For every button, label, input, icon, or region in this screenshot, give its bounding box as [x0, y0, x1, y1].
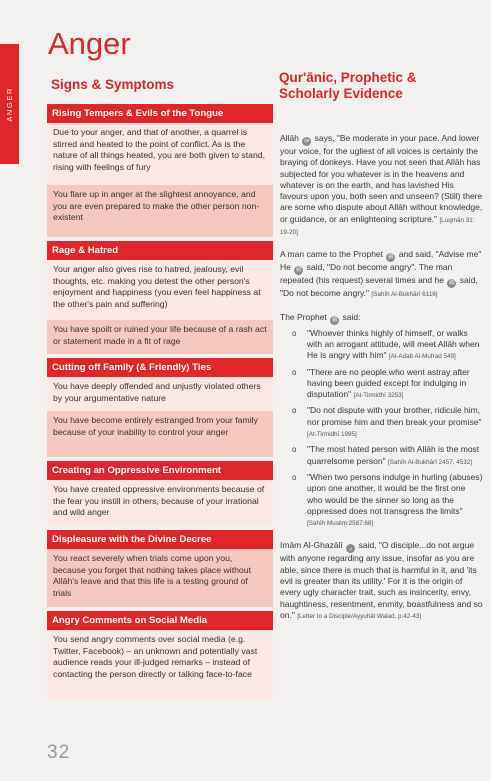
hadith-text: "Whoever thinks highly of himself, or walks with an arrogant attitude, will meet Allāh when He is angry with him": [307, 327, 480, 361]
reference: [Sahīh Al-Bukhārī 2457, 4532]: [388, 458, 473, 466]
side-tab-label: ANGER: [5, 86, 14, 122]
page-title: Anger: [48, 26, 131, 61]
symptom-box: You have deeply offended and unjustly violated others by your argumentative nature: [47, 377, 273, 411]
reference: [Al-Adab Al-Mufrad 549]: [388, 353, 456, 361]
honorific-icon: ﷺ: [387, 254, 395, 261]
honorific-icon: ﷺ: [448, 280, 456, 287]
quote-text: says, "Be moderate in your pace. And lower your voice, for the ugliest of all voices is certainly the braying of donkeys. Have you not seen that Allāh has subjected for you whatever is in the heavens and whatever is on the earth, and has lavished His favours upon you, both seen and unseen? (Still) there are some who dispute about Allāh without knowledge, or guidance, or an enlightening scripture.": [280, 133, 483, 224]
reference: [At-Tirmidhī 1995]: [307, 431, 357, 439]
hadith-text: "When two persons indulge in hurling (abuses) upon one another, it would be the first one who would be the sinner so long as the oppressed does not transgress the limits": [307, 471, 483, 516]
quote-text: Allāh: [280, 133, 299, 143]
hadith-text: "There are no people who went astray after having been guided except for indulging in disputation": [307, 366, 470, 400]
page-number: 32: [47, 742, 71, 763]
section-social-media: [47, 611, 273, 700]
chapter-side-tab: [0, 44, 19, 164]
symptom-box: You have become entirely estranged from your family because of your inability to control your anger: [47, 411, 273, 457]
list-item: [280, 367, 483, 402]
symptom-box: You flare up in anger at the slightest annoyance, and you are even prepared to make the other person non-existent: [47, 185, 273, 237]
quote-text: The Prophet: [280, 311, 327, 322]
symptom-box: You have spoilt or ruined your life because of a rash act or statement made in a fit of rage: [47, 320, 273, 354]
hadith-advise: [280, 249, 483, 300]
quote-text: and said, "Advise me" He: [280, 249, 482, 273]
symptom-box: Your anger also gives rise to hatred, jealousy, evil thoughts, etc. making you detest the other person's enjoyment and happiness (you even feel happiness at the other's pain and suffering): [47, 260, 273, 320]
symptom-box: You react severely when trials come upon you, because you forget that nothing takes place without Allāh's leave and that this life is a testing ground of trials: [47, 549, 273, 607]
list-item: [280, 444, 483, 468]
honorific-icon: ﷺ: [295, 267, 303, 274]
list-item: [280, 328, 483, 363]
reference: [Luqmān 31: 19-20]: [280, 216, 475, 237]
section-heading: Rage & Hatred: [47, 241, 273, 260]
prophet-sayings: [280, 312, 483, 530]
section-cutting-ties: [47, 358, 273, 457]
evidence-heading: Qur'ānic, Prophetic & Scholarly Evidence: [279, 70, 417, 101]
list-item: [280, 472, 483, 529]
section-heading: Angry Comments on Social Media: [47, 611, 273, 630]
section-rising-tempers: [47, 104, 273, 237]
signs-heading: Signs & Symptoms: [51, 77, 175, 92]
honorific-icon: ﷺ: [331, 316, 338, 323]
section-heading: Displeasure with the Divine Decree: [47, 530, 273, 549]
quote-text: said, "Do not become angry". The man repeated (his request) several times and he: [280, 262, 453, 286]
section-divine-decree: [47, 530, 273, 607]
honorific-icon: ر: [346, 544, 355, 553]
symptom-box: You have created oppressive environments because of the fear you instill in others, because of your irrational and wild anger: [47, 480, 273, 526]
reference: [At-Tirmidhī 3253]: [353, 392, 404, 400]
quote-text: said:: [342, 311, 361, 322]
section-rage-hatred: [47, 241, 273, 354]
reference: [Sahīh Al-Bukhārī 6116]: [371, 291, 438, 299]
signs-column: [47, 104, 273, 704]
section-heading: Creating an Oppressive Environment: [47, 461, 273, 480]
reference: [Sahīh Muslim 2587:68]: [307, 520, 374, 528]
quote-text: said, "O disciple...do not argue with anyone regarding any issue, insofar as you are able, since there is much that is harmful in it, and 'its evil is greater than its utility.' For it is the origin of every ugly character trait, such as insincerity, envy, haughtiness, resentment, enmity, boastfulness and so on.": [280, 540, 483, 620]
hadith-text: "The most hated person with Allāh is the most quarrelsome person": [307, 444, 480, 466]
quote-text: said, "Do not become angry.": [280, 275, 478, 299]
quran-quote: [280, 133, 483, 238]
quote-text: A man came to the Prophet: [280, 249, 384, 260]
quote-text: Imām Al-Ghazālī: [280, 540, 343, 551]
section-heading: Cutting off Family (& Friendly) Ties: [47, 358, 273, 377]
section-oppressive-environment: [47, 461, 273, 526]
hadith-list: [280, 328, 483, 530]
evidence-column: [280, 133, 483, 633]
reference: [Letter to a Disciple/Ayyuhāl Walad, p.42-43]: [297, 612, 422, 620]
honorific-icon: ﷻ: [303, 138, 310, 144]
ghazali-quote: [280, 540, 483, 622]
symptom-box: Due to your anger, and that of another, a quarrel is stirred and heated to the point of conflict. As is the nature of all things heated, you are both given to stand, rising with feelings of fury: [47, 123, 273, 185]
section-heading: Rising Tempers & Evils of the Tongue: [47, 104, 273, 123]
symptom-box: You send angry comments over social media (e.g. Twitter, Facebook) – an unknown and potentially vast audience reads your ill-judged remarks – instead of contacting the person directly or talking face-to-face: [47, 630, 273, 700]
hadith-text: "Do not dispute with your brother, ridicule him, nor promise him and then break your promise": [307, 405, 482, 427]
list-item: [280, 405, 483, 440]
